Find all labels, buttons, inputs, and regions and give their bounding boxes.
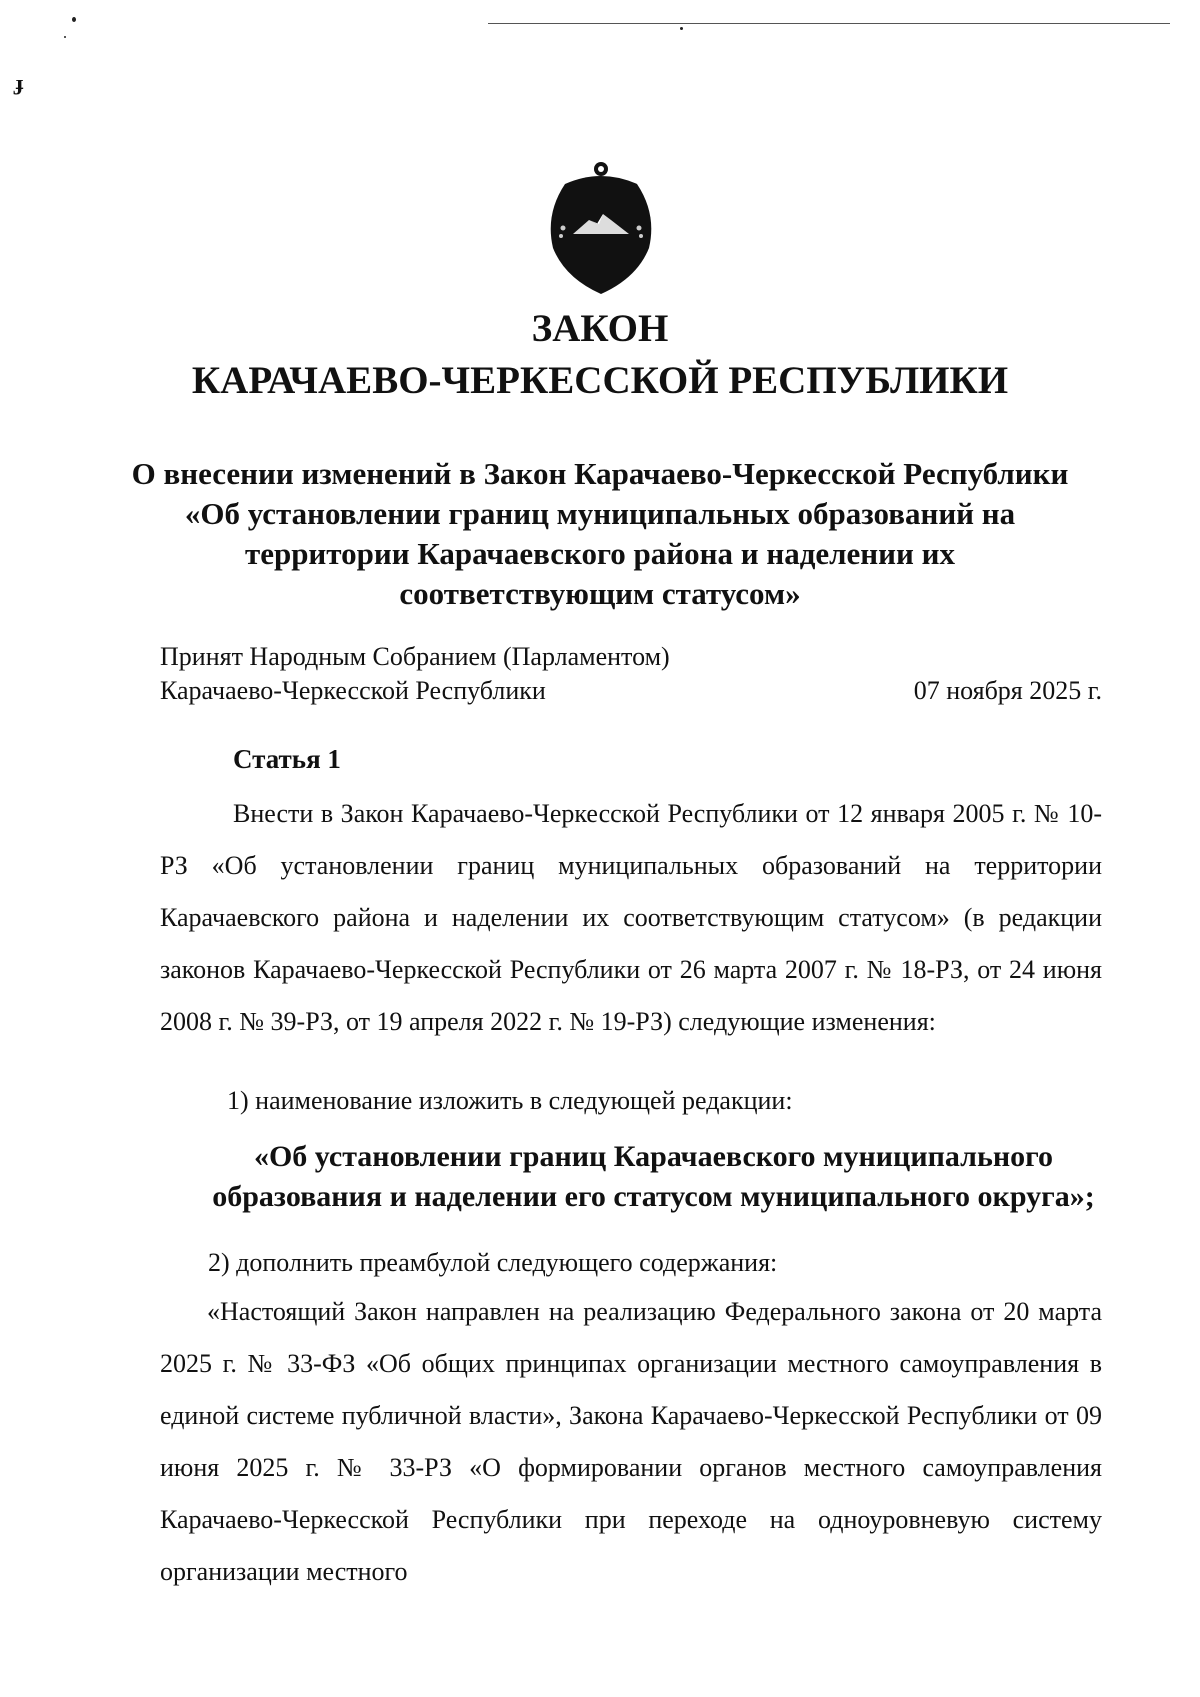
adoption-date: 07 ноября 2025 г.: [913, 676, 1102, 705]
article-heading: Статья 1: [233, 744, 341, 774]
new-law-title: «Об установлении границ Карачаевского муниципального образования и наделении его статусом муниципального округа»;: [212, 1140, 1095, 1213]
list-item-1: 1) наименование изложить в следующей редакции:: [227, 1086, 793, 1115]
scan-artifact-dot: [64, 36, 66, 38]
adoption-line2: Карачаево-Черкесской Республики: [160, 676, 546, 705]
scan-artifact-dot: [72, 17, 76, 22]
law-subject: О внесении изменений в Закон Карачаево-Черкесской Республики «Об установлении границ муниципальных образований на территории Карачаевского района и наделении их соответствующим статусом»: [131, 456, 1069, 611]
law-title-line1: ЗАКОН: [531, 307, 669, 350]
law-title-line2: КАРАЧАЕВО-ЧЕРКЕССКОЙ РЕСПУБЛИКИ: [191, 359, 1009, 402]
adoption-block: [160, 640, 1102, 708]
scan-artifact-dot: [680, 27, 683, 30]
list-item-2: 2) дополнить преамбулой следующего содержания:: [208, 1248, 778, 1277]
scan-artifact-mark: ɟ: [16, 70, 24, 95]
article-intro-paragraph: Внести в Закон Карачаево-Черкесской Республики от 12 января 2005 г. № 10-РЗ «Об установлении границ муниципальных образований на территории Карачаевского района и наделении их соответствующим статусом» (в редакции законов Карачаево-Черкесской Республики от 26 марта 2007 г. № 18-РЗ, от 24 июня 2008 г. № 39-РЗ, от 19 апреля 2022 г. № 19-РЗ) следующие изменения:: [160, 799, 1102, 1036]
scan-artifact-line: [488, 23, 1170, 24]
law-title: [0, 303, 1200, 407]
preamble-paragraph: «Настоящий Закон направлен на реализацию Федерального закона от 20 марта 2025 г. № 33-ФЗ «Об общих принципах организации местного самоуправления в единой системе публичной власти», Закона Карачаево-Черкесской Республики от 09 июня 2025 г. № 33-РЗ «О формировании органов местного самоуправления Карачаево-Черкесской Республики при переходе на одноуровневую систему организации местного: [160, 1297, 1102, 1586]
republic-coat-of-arms-icon: [545, 162, 657, 300]
adoption-line1: Принят Народным Собранием (Парламентом): [160, 642, 670, 671]
